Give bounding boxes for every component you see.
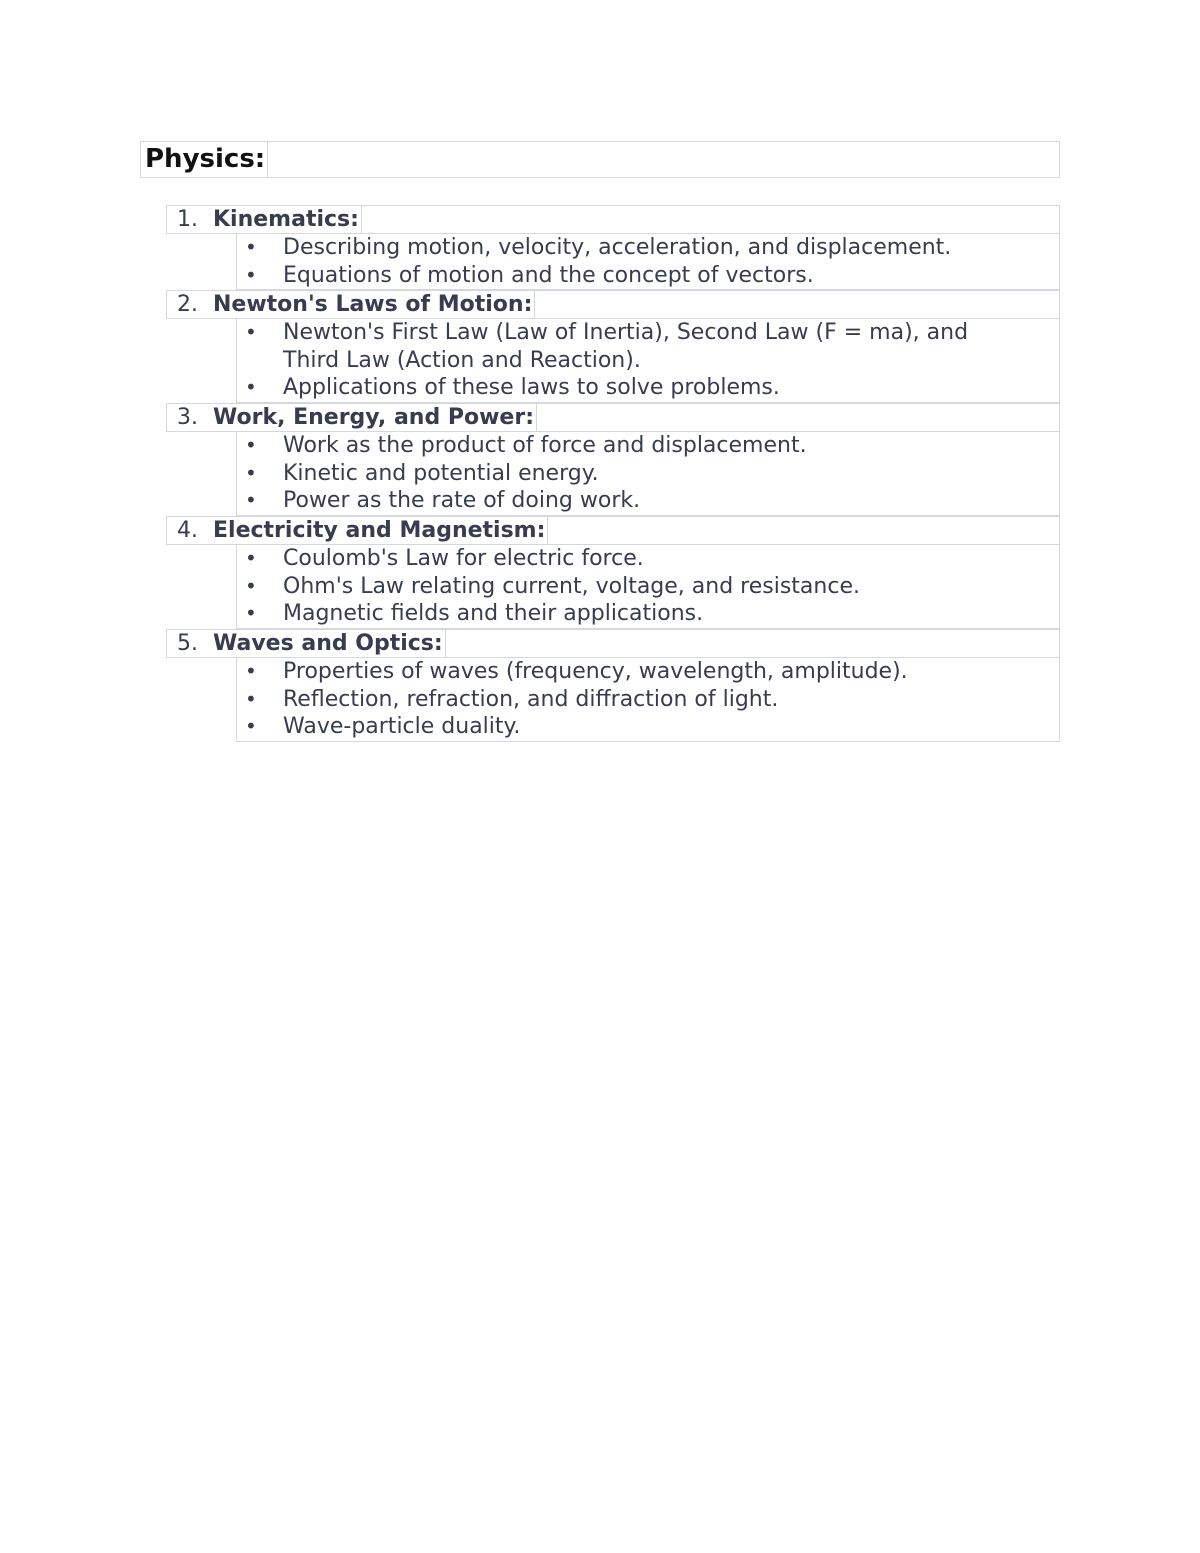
bullet-icon: •	[245, 433, 257, 457]
section-bullets-electricity-magnetism	[236, 545, 1060, 629]
section-title: Electricity and Magnetism:	[213, 517, 548, 544]
section-title: Kinematics:	[213, 206, 362, 233]
section-bullets-work-energy-power	[236, 432, 1060, 516]
list-item-text: Wave-particle duality.	[283, 714, 521, 739]
section-number: 4.	[177, 518, 198, 543]
bullet-icon: •	[245, 320, 257, 344]
list-item	[237, 234, 1059, 262]
section-header-newtons-laws	[166, 290, 1060, 319]
bullet-icon: •	[245, 659, 257, 683]
list-item-text: Work as the product of force and displacement.	[283, 433, 807, 458]
page-title: Physics:	[143, 142, 268, 177]
list-item-text: Reflection, refraction, and diffraction of light.	[283, 686, 779, 712]
list-item	[237, 573, 1059, 601]
section-header-electricity-magnetism	[166, 516, 1060, 545]
bullet-icon: •	[245, 262, 257, 287]
section-header-kinematics	[166, 205, 1060, 234]
list-item	[237, 487, 1059, 515]
section-title: Waves and Optics:	[213, 630, 446, 657]
bullet-icon: •	[245, 573, 257, 598]
list-item-text: Properties of waves (frequency, wavelength, amplitude).	[283, 659, 908, 684]
list-item	[237, 713, 1059, 741]
bullet-icon: •	[245, 235, 257, 259]
section-number: 5.	[177, 631, 198, 656]
list-item-text: Magnetic fields and their applications.	[283, 601, 704, 626]
list-item-text: Ohm's Law relating current, voltage, and resistance.	[283, 573, 860, 599]
list-item	[237, 686, 1059, 714]
section-title: Newton's Laws of Motion:	[213, 291, 535, 318]
bullet-icon: •	[245, 601, 257, 625]
list-item-text: Coulomb's Law for electric force.	[283, 546, 644, 571]
list-item	[237, 600, 1059, 628]
bullet-icon: •	[245, 488, 257, 512]
list-item	[237, 545, 1059, 573]
bullet-icon: •	[245, 714, 257, 738]
bullet-icon: •	[245, 546, 257, 570]
title-box	[140, 141, 1060, 178]
list-item	[237, 658, 1059, 686]
list-item	[237, 460, 1059, 488]
list-item-text: Describing motion, velocity, acceleration, and displacement.	[283, 235, 952, 260]
list-item-text: Equations of motion and the concept of vectors.	[283, 262, 814, 288]
section-number: 1.	[177, 207, 198, 232]
section-number: 3.	[177, 405, 198, 430]
bullet-icon: •	[245, 460, 257, 485]
list-item-text: Applications of these laws to solve problems.	[283, 375, 780, 400]
list-item	[237, 262, 1059, 290]
section-bullets-waves-optics	[236, 658, 1060, 742]
list-item-text: Power as the rate of doing work.	[283, 488, 641, 513]
list-item-text: Kinetic and potential energy.	[283, 460, 599, 486]
section-header-waves-optics	[166, 629, 1060, 658]
list-item	[237, 374, 1059, 402]
list-item	[237, 432, 1059, 460]
section-bullets-newtons-laws	[236, 319, 1060, 403]
list-item-text: Newton's First Law (Law of Inertia), Second Law (F = ma), and Third Law (Action and Reaction).	[283, 320, 969, 373]
list-item	[237, 319, 1023, 374]
bullet-icon: •	[245, 686, 257, 711]
bullet-icon: •	[245, 375, 257, 399]
section-header-work-energy-power	[166, 403, 1060, 432]
section-bullets-kinematics	[236, 234, 1060, 290]
section-title: Work, Energy, and Power:	[213, 404, 537, 431]
section-number: 2.	[177, 292, 198, 317]
